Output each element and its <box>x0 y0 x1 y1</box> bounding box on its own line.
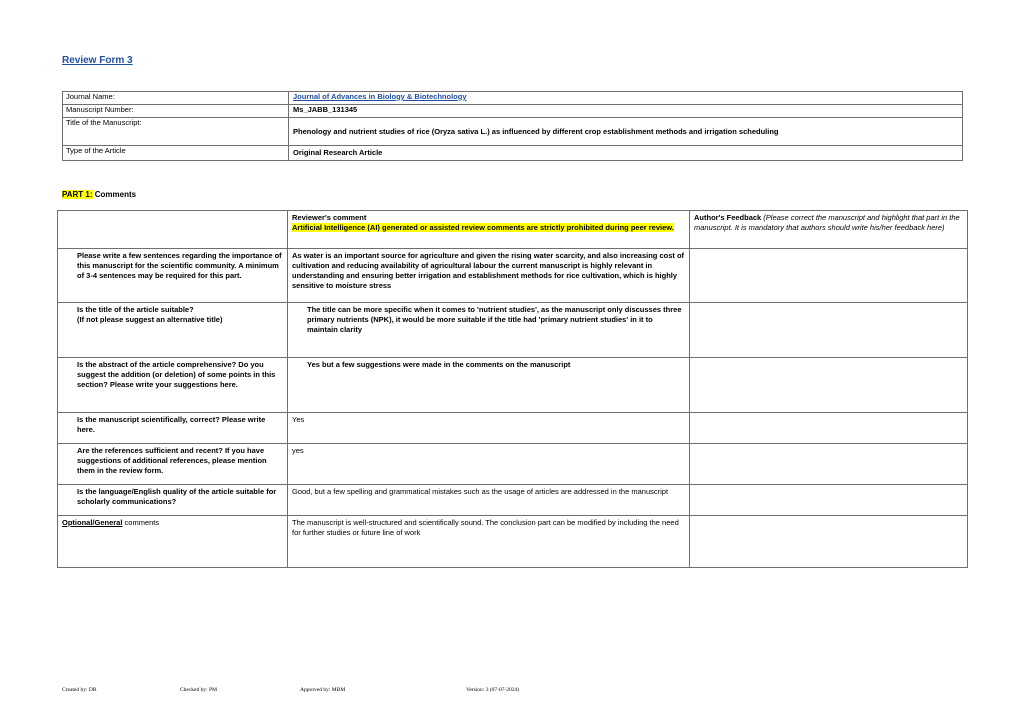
feedback-cell-importance[interactable] <box>690 249 968 303</box>
info-row-journal <box>63 92 963 105</box>
footer-version: Version: 3 (07-07-2024) <box>466 687 520 693</box>
table-row-optional <box>58 516 968 568</box>
table-row <box>58 444 968 485</box>
footer-approved-by: Approved by: MBM <box>300 687 346 693</box>
part-heading <box>62 190 136 199</box>
optional-label: Optional/General <box>62 518 123 527</box>
manuscript-title-value: Phenology and nutrient studies of rice (Oryza sativa L.) as influenced by different crop establishment methods and irrigation scheduling <box>289 118 963 146</box>
feedback-cell-abstract[interactable] <box>690 358 968 413</box>
reviewer-comment-title: Reviewer's comment <box>292 213 367 222</box>
optional-comments-label <box>58 516 288 568</box>
feedback-cell-language[interactable] <box>690 485 968 516</box>
table-row <box>58 485 968 516</box>
comment-optional: The manuscript is well-structured and scientifically sound. The conclusion part can be modified by including the need for further studies or future line of work <box>288 516 690 568</box>
feedback-cell-optional[interactable] <box>690 516 968 568</box>
manuscript-title-label: Title of the Manuscript: <box>63 118 289 146</box>
footer-checked-by: Checked by: PM <box>180 687 217 693</box>
info-row-title <box>63 118 963 146</box>
question-importance: Please write a few sentences regarding the importance of this manuscript for the scientific community. A minimum of 3-4 sentences may be required for this part. <box>58 249 288 303</box>
header-empty-cell <box>58 211 288 249</box>
feedback-cell-title[interactable] <box>690 303 968 358</box>
table-row <box>58 358 968 413</box>
comment-importance: As water is an important source for agriculture and given the rising water scarcity, and also increasing cost of cultivation and reducing availability of agricultural labour the current manuscript is highly relevant in understanding and ensuring better irrigation and establishment methods for rice cultivation, which is highly sensitive to moisture stress <box>288 249 690 303</box>
form-title: Review Form 3 <box>62 55 133 66</box>
table-row <box>58 249 968 303</box>
optional-label-suffix: comments <box>122 518 160 527</box>
comment-language: Good, but a few spelling and grammatical mistakes such as the usage of articles are addressed in the manuscript <box>288 485 690 516</box>
author-feedback-title: Author's Feedback <box>694 213 762 222</box>
table-header-row <box>58 211 968 249</box>
ai-warning: Artificial Intelligence (AI) generated or assisted review comments are strictly prohibited during peer review. <box>292 223 674 232</box>
question-title-text: Is the title of the article suitable? (If not please suggest an alternative title) <box>77 305 223 324</box>
question-abstract: Is the abstract of the article comprehensive? Do you suggest the addition (or deletion) of some points in this section? Please write your suggestions here. <box>58 358 288 413</box>
author-feedback-header <box>690 211 968 249</box>
table-row <box>58 413 968 444</box>
part-number: PART 1: <box>62 190 93 199</box>
footer-created-by: Created by: DR <box>62 687 97 693</box>
journal-label: Journal Name: <box>63 92 289 105</box>
question-scientific: Is the manuscript scientifically, correct? Please write here. <box>58 413 288 444</box>
question-language: Is the language/English quality of the article suitable for scholarly communications? <box>58 485 288 516</box>
comment-scientific: Yes <box>288 413 690 444</box>
author-feedback-note: (Please correct the manuscript and highlight that part in the manuscript. It is mandatory that authors should write his/her feedback here) <box>694 213 960 232</box>
table-row <box>58 303 968 358</box>
info-row-type <box>63 146 963 161</box>
info-row-manuscript <box>63 105 963 118</box>
manuscript-number-value: Ms_JABB_131345 <box>289 105 963 118</box>
journal-link[interactable]: Journal of Advances in Biology & Biotechnology <box>293 92 467 101</box>
article-type-label: Type of the Article <box>63 146 289 161</box>
feedback-cell-scientific[interactable] <box>690 413 968 444</box>
part-label: Comments <box>92 190 137 199</box>
comment-title: The title can be more specific when it comes to 'nutrient studies', as the manuscript only discusses three primary nutrients (NPK), it would be more suitable if the title had 'primary nutrient studies' in it to maintain clarity <box>288 303 690 358</box>
review-comments-table <box>57 210 968 568</box>
feedback-cell-references[interactable] <box>690 444 968 485</box>
article-type-value: Original Research Article <box>289 146 963 161</box>
comment-references: yes <box>288 444 690 485</box>
comment-abstract: Yes but a few suggestions were made in the comments on the manuscript <box>288 358 690 413</box>
reviewer-comment-header <box>288 211 690 249</box>
manuscript-number-label: Manuscript Number: <box>63 105 289 118</box>
question-references: Are the references sufficient and recent? If you have suggestions of additional references, please mention them in the review form. <box>58 444 288 485</box>
question-title <box>58 303 288 358</box>
manuscript-info-table <box>62 91 963 161</box>
